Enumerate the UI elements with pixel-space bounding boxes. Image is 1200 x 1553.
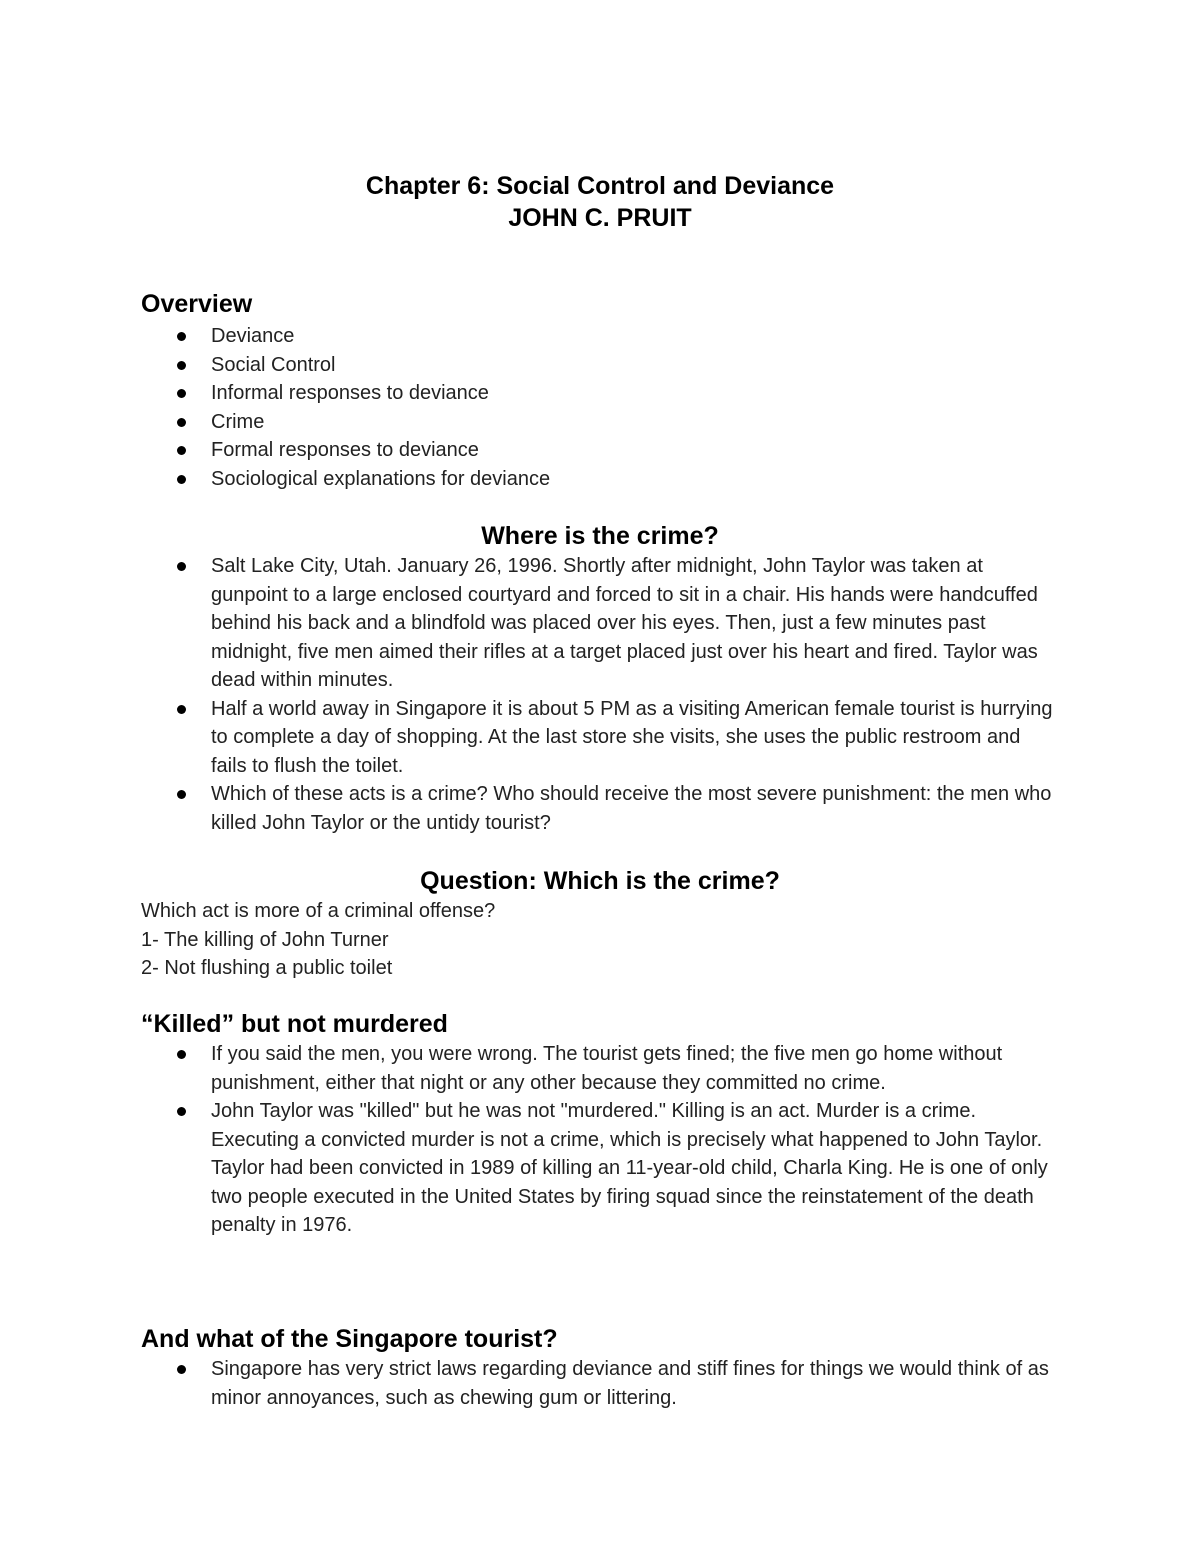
question-option-2: 2- Not flushing a public toilet bbox=[141, 957, 393, 979]
overview-list bbox=[141, 322, 1061, 493]
document-author: JOHN C. PRUIT bbox=[508, 204, 692, 232]
bullet-icon bbox=[177, 562, 186, 571]
singapore-heading: And what of the Singapore tourist? bbox=[141, 1325, 558, 1353]
bullet-icon bbox=[177, 475, 186, 484]
list-item-text: If you said the men, you were wrong. The tourist gets fined; the five men go home without punishment, either that night or any other because they committed no crime. bbox=[211, 1043, 1003, 1094]
list-item-text: Salt Lake City, Utah. January 26, 1996. Shortly after midnight, John Taylor was taken at gunpoint to a large enclosed courtyard and forced to sit in a chair. His hands were handcuffed behind his back and a blindfold was placed over his eyes. Then, just a few minutes past midnight, five men aimed their rifles at a target placed just over his heart and fired. Taylor was dead within minutes. bbox=[211, 555, 1038, 691]
bullet-icon bbox=[177, 361, 186, 370]
bullet-icon bbox=[177, 705, 186, 714]
bullet-icon bbox=[177, 389, 186, 398]
list-item bbox=[141, 379, 1061, 408]
list-item bbox=[141, 780, 1061, 837]
overview-heading: Overview bbox=[141, 290, 253, 318]
list-item bbox=[141, 408, 1061, 437]
list-item-text: Informal responses to deviance bbox=[211, 382, 489, 404]
title-block bbox=[0, 170, 1200, 234]
list-item-text: Crime bbox=[211, 410, 265, 433]
where-crime-heading: Where is the crime? bbox=[481, 522, 719, 550]
list-item-text: John Taylor was "killed" but he was not "murdered." Killing is an act. Murder is a crime. Executing a convicted murder is not a crime, which is precisely what happened to John Taylor. Taylor had been convicted in 1989 of killing an 11-year-old child, Charla King. He is one of only two people executed in the United States by firing squad since the reinstatement of the death penalty in 1976. bbox=[211, 1100, 1048, 1236]
list-item bbox=[141, 1355, 1061, 1412]
list-item bbox=[141, 1097, 1061, 1240]
list-item bbox=[141, 552, 1061, 695]
killed-section bbox=[141, 1008, 1061, 1240]
bullet-icon bbox=[177, 418, 186, 427]
list-item bbox=[141, 322, 1061, 351]
where-crime-list bbox=[141, 552, 1061, 837]
list-item-text: Singapore has very strict laws regarding deviance and stiff fines for things we would think of as minor annoyances, such as chewing gum or littering. bbox=[211, 1358, 1049, 1409]
question-option-1: 1- The killing of John Turner bbox=[141, 928, 389, 951]
question-heading: Question: Which is the crime? bbox=[420, 867, 780, 895]
bullet-icon bbox=[177, 1107, 186, 1116]
bullet-icon bbox=[177, 1050, 186, 1059]
killed-list bbox=[141, 1040, 1061, 1240]
list-item bbox=[141, 351, 1061, 380]
overview-section bbox=[141, 288, 1061, 493]
where-crime-section bbox=[141, 520, 1061, 837]
singapore-section bbox=[141, 1323, 1061, 1412]
bullet-icon bbox=[177, 790, 186, 799]
list-item-text: Formal responses to deviance bbox=[211, 439, 479, 461]
list-item bbox=[141, 1040, 1061, 1097]
list-item-text: Which of these acts is a crime? Who should receive the most severe punishment: the men who killed John Taylor or the untidy tourist? bbox=[211, 783, 1052, 834]
list-item-text: Sociological explanations for deviance bbox=[211, 467, 551, 490]
bullet-icon bbox=[177, 332, 186, 341]
singapore-list bbox=[141, 1355, 1061, 1412]
bullet-icon bbox=[177, 1365, 186, 1374]
list-item bbox=[141, 465, 1061, 494]
killed-heading: “Killed” but not murdered bbox=[141, 1010, 448, 1038]
list-item-text: Half a world away in Singapore it is about 5 PM as a visiting American female tourist is hurrying to complete a day of shopping. At the last store she visits, she uses the public restroom and fails to flush the toilet. bbox=[211, 697, 1053, 777]
document-title: Chapter 6: Social Control and Deviance bbox=[365, 172, 835, 200]
bullet-icon bbox=[177, 446, 186, 455]
question-section bbox=[141, 865, 1061, 983]
question-line: Which act is more of a criminal offense? bbox=[141, 900, 496, 922]
list-item bbox=[141, 695, 1061, 781]
list-item-text: Deviance bbox=[211, 325, 295, 347]
list-item bbox=[141, 436, 1061, 465]
list-item-text: Social Control bbox=[211, 353, 336, 376]
